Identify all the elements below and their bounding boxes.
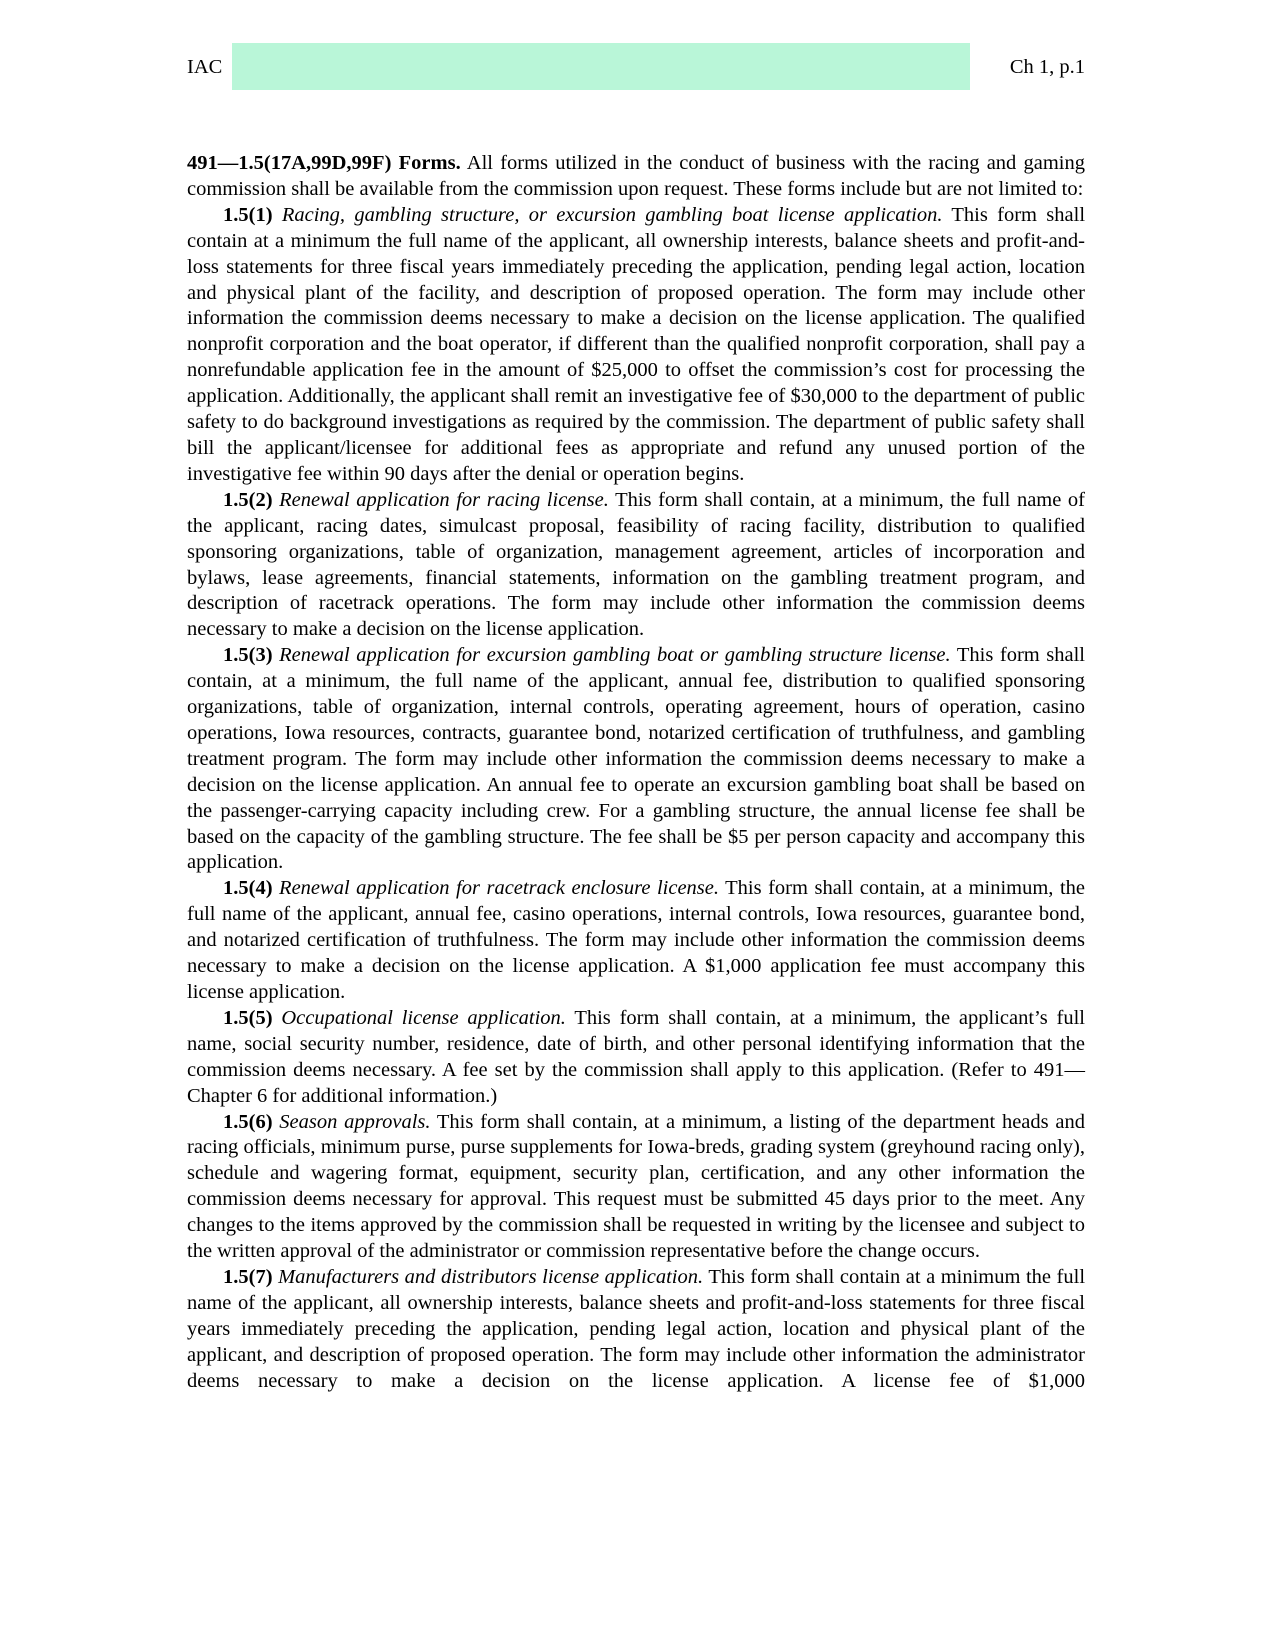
subrule-5 (187, 1006, 1085, 1110)
subrule-number: 1.5(6) (223, 1110, 273, 1133)
header-page-number: Ch 1, p.1 (1009, 56, 1085, 78)
subrule-number: 1.5(1) (223, 203, 273, 226)
header-code: IAC (187, 56, 223, 78)
subrule-number: 1.5(7) (223, 1265, 273, 1288)
subrule-title: Occupational license application. (281, 1006, 566, 1029)
subrule-title: Manufacturers and distributors license application. (278, 1265, 704, 1288)
header-highlight-band (232, 43, 970, 90)
subrule-title: Season approvals. (279, 1110, 431, 1133)
subrule-title: Renewal application for racetrack enclosure license. (279, 877, 720, 900)
subrule-4 (187, 876, 1085, 1006)
subrule-text: This form shall contain at a minimum the full name of the applicant, all ownership interests, balance sheets and profit-and-loss statements for three fiscal years immediately preceding the application, pending legal action, location and physical plant of the applicant, and description of proposed operation. The form may include other information the administrator deems necessary to make a decision on the license application. A license fee of $1,000 (187, 1265, 1086, 1392)
document-body (187, 151, 1085, 1395)
subrule-number: 1.5(3) (223, 644, 273, 667)
subrule-title: Renewal application for excursion gambling boat or gambling structure license. (279, 644, 951, 667)
subrule-3 (187, 643, 1085, 876)
rule-paragraph (187, 151, 1085, 203)
rule-text: All forms utilized in the conduct of business with the racing and gaming commission shall be available from the commission upon request. These forms include but are not limited to: (187, 152, 1085, 200)
subrule-number: 1.5(2) (223, 488, 273, 511)
subrule-text: This form shall contain, at a minimum, a listing of the department heads and racing officials, minimum purse, purse supplements for Iowa-breds, grading system (greyhound racing only), schedule and wagering format, equipment, security plan, certification, and any other information the commission deems necessary for approval. This request must be submitted 45 days prior to the meet. Any changes to the items approved by the commission shall be requested in writing by the licensee and subject to the written approval of the administrator or commission representative before the change occurs. (187, 1110, 1085, 1263)
subrule-2 (187, 488, 1085, 643)
subrule-6 (187, 1110, 1085, 1265)
subrule-number: 1.5(4) (223, 877, 273, 900)
page-header (187, 43, 1085, 90)
subrule-number: 1.5(5) (223, 1006, 273, 1029)
subrule-text: This form shall contain, at a minimum, the full name of the applicant, annual fee, casino operations, internal controls, Iowa resources, guarantee bond, and notarized certification of truthfulness. The form may include other information the commission deems necessary to make a decision on the license application. A $1,000 application fee must accompany this license application. (187, 877, 1085, 1003)
subrule-title: Renewal application for racing license. (279, 488, 609, 511)
subrule-7 (187, 1265, 1085, 1395)
subrule-text: This form shall contain, at a minimum, the full name of the applicant, annual fee, distribution to qualified sponsoring organizations, table of organization, internal controls, operating agreement, hours of operation, casino operations, Iowa resources, contracts, guarantee bond, notarized certification of truthfulness, and gambling treatment program. The form may include other information the commission deems necessary to make a decision on the license application. An annual fee to operate an excursion gambling boat shall be based on the passenger-carrying capacity including crew. For a gambling structure, the annual license fee shall be based on the capacity of the gambling structure. The fee shall be $5 per person capacity and accompany this application. (187, 644, 1086, 874)
rule-title: Forms. (398, 152, 461, 174)
rule-number: 491—1.5(17A,99D,99F) (187, 152, 392, 174)
subrule-1 (187, 203, 1085, 488)
subrule-text: This form shall contain at a minimum the full name of the applicant, all ownership interests, balance sheets and profit-and-loss statements for three fiscal years immediately preceding the application, pending legal action, location and physical plant of the facility, and description of proposed operation. The form may include other information the commission deems necessary to make a decision on the license application. The qualified nonprofit corporation and the boat operator, if different than the qualified nonprofit corporation, shall pay a nonrefundable application fee in the amount of $25,000 to offset the commission’s cost for processing the application. Additionally, the applicant shall remit an investigative fee of $30,000 to the department of public safety to do background investigations as required by the commission. The department of public safety shall bill the applicant/licensee for additional fees as appropriate and refund any unused portion of the investigative fee within 90 days after the denial or operation begins. (187, 203, 1086, 485)
subrule-text: This form shall contain, at a minimum, the full name of the applicant, racing dates, simulcast proposal, feasibility of racing facility, distribution to qualified sponsoring organizations, table of organization, management agreement, articles of incorporation and bylaws, lease agreements, financial statements, information on the gambling treatment program, and description of racetrack operations. The form may include other information the commission deems necessary to make a decision on the license application. (187, 488, 1085, 641)
subrule-text: This form shall contain, at a minimum, the applicant’s full name, social security number, residence, date of birth, and other personal identifying information that the commission deems necessary. A fee set by the commission shall apply to this application. (Refer to 491—Chapter 6 for additional information.) (187, 1006, 1085, 1107)
subrule-title: Racing, gambling structure, or excursion gambling boat license application. (281, 203, 943, 226)
